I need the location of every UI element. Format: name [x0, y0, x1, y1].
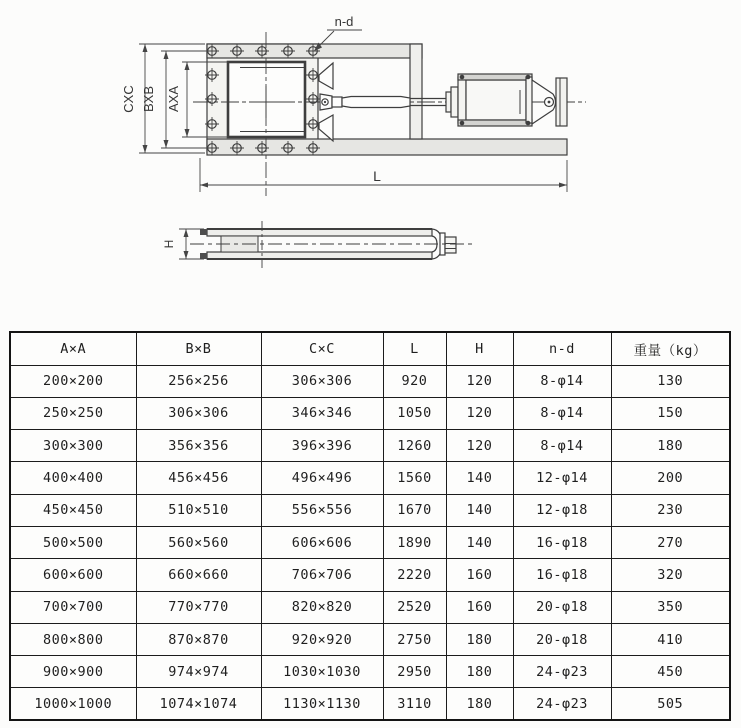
table-row — [10, 365, 730, 397]
length-label: L — [373, 168, 381, 184]
column-header: H — [446, 332, 513, 365]
table-cell: 700×700 — [10, 591, 136, 623]
table-cell: 505 — [611, 688, 730, 720]
table-cell: 450 — [611, 656, 730, 688]
table-cell: 1000×1000 — [10, 688, 136, 720]
table-cell: 346×346 — [261, 397, 383, 429]
table-row — [10, 526, 730, 558]
table-cell: 496×496 — [261, 462, 383, 494]
nd-label: n-d — [334, 14, 354, 29]
side-top-plate — [207, 229, 432, 236]
side-view — [179, 221, 474, 268]
height-label: H — [162, 239, 176, 249]
table-cell: 350 — [611, 591, 730, 623]
table-cell: 3110 — [383, 688, 446, 720]
table-cell: 920×920 — [261, 623, 383, 655]
table-cell: 974×974 — [136, 656, 261, 688]
table-cell: 140 — [446, 526, 513, 558]
column-header: n-d — [513, 332, 611, 365]
clevis-pin-center — [324, 101, 326, 103]
table-cell: 200 — [611, 462, 730, 494]
table-cell: 180 — [446, 623, 513, 655]
table-cell: 120 — [446, 430, 513, 462]
cylinder-right-cap — [526, 77, 532, 123]
table-cell: 1670 — [383, 494, 446, 526]
column-header: L — [383, 332, 446, 365]
table-row — [10, 494, 730, 526]
table-cell: 1130×1130 — [261, 688, 383, 720]
table-cell: 400×400 — [10, 462, 136, 494]
table-cell: 450×450 — [10, 494, 136, 526]
gate-guide-lower — [319, 115, 333, 141]
column-header: B×B — [136, 332, 261, 365]
cylinder-body — [466, 80, 526, 120]
table-cell: 160 — [446, 591, 513, 623]
table-cell: 12-φ18 — [513, 494, 611, 526]
plan-view — [193, 32, 586, 196]
table-row — [10, 559, 730, 591]
table-cell: 20-φ18 — [513, 623, 611, 655]
table-cell: 2750 — [383, 623, 446, 655]
table-cell: 1074×1074 — [136, 688, 261, 720]
piston-rod-body — [342, 97, 410, 108]
table-cell: 8-φ14 — [513, 365, 611, 397]
table-cell: 500×500 — [10, 526, 136, 558]
table-header-row — [10, 332, 730, 365]
side-bottom-plate — [207, 252, 432, 259]
table-row — [10, 591, 730, 623]
bxb-label: BXB — [141, 85, 156, 113]
table-row — [10, 656, 730, 688]
cxc-label: CXC — [121, 85, 136, 113]
table-cell: 200×200 — [10, 365, 136, 397]
frame-right-member — [410, 44, 422, 139]
table-cell: 1560 — [383, 462, 446, 494]
table-cell: 16-φ18 — [513, 526, 611, 558]
side-bolt-bottom — [200, 253, 207, 259]
column-header: A×A — [10, 332, 136, 365]
table-cell: 270 — [611, 526, 730, 558]
table-cell: 900×900 — [10, 656, 136, 688]
table-cell: 410 — [611, 623, 730, 655]
table-cell: 706×706 — [261, 559, 383, 591]
cylinder-bottom-tie-bar — [458, 120, 532, 126]
table-cell: 8-φ14 — [513, 430, 611, 462]
table-cell: 770×770 — [136, 591, 261, 623]
table-cell: 356×356 — [136, 430, 261, 462]
cylinder-left-cap — [458, 77, 466, 123]
table-row — [10, 462, 730, 494]
cylinder-actuator — [446, 74, 532, 126]
table-cell: 16-φ18 — [513, 559, 611, 591]
table-cell: 870×870 — [136, 623, 261, 655]
table-cell: 600×600 — [10, 559, 136, 591]
table-cell: 660×660 — [136, 559, 261, 591]
table-cell: 300×300 — [10, 430, 136, 462]
table-cell: 12-φ14 — [513, 462, 611, 494]
table-cell: 250×250 — [10, 397, 136, 429]
table-cell: 20-φ18 — [513, 591, 611, 623]
table-cell: 556×556 — [261, 494, 383, 526]
table-cell: 1030×1030 — [261, 656, 383, 688]
table-row — [10, 430, 730, 462]
table-cell: 180 — [446, 688, 513, 720]
table-cell: 120 — [446, 365, 513, 397]
side-end-nut — [445, 237, 456, 253]
table-row — [10, 688, 730, 720]
table-cell: 2950 — [383, 656, 446, 688]
table-cell: 1050 — [383, 397, 446, 429]
table-cell: 396×396 — [261, 430, 383, 462]
rod-gland-flange — [451, 87, 458, 117]
table-cell: 180 — [446, 656, 513, 688]
table-cell: 306×306 — [261, 365, 383, 397]
table-cell: 456×456 — [136, 462, 261, 494]
table-cell: 140 — [446, 462, 513, 494]
table-cell: 1890 — [383, 526, 446, 558]
cylinder-top-tie-bar — [458, 74, 532, 80]
axa-label: AXA — [166, 85, 181, 113]
table-cell: 160 — [446, 559, 513, 591]
table-cell: 130 — [611, 365, 730, 397]
table-cell: 320 — [611, 559, 730, 591]
table-cell: 120 — [446, 397, 513, 429]
rod-gland — [446, 92, 451, 112]
table-cell: 180 — [611, 430, 730, 462]
table-body — [10, 365, 730, 720]
column-header: C×C — [261, 332, 383, 365]
rod-coupling — [332, 97, 342, 107]
column-header: 重量（kg） — [611, 332, 730, 365]
table-cell: 24-φ23 — [513, 656, 611, 688]
technical-drawing — [0, 0, 741, 325]
table-cell: 256×256 — [136, 365, 261, 397]
side-bolt-top — [200, 229, 207, 235]
table-cell: 820×820 — [261, 591, 383, 623]
table-cell: 140 — [446, 494, 513, 526]
table-cell: 2520 — [383, 591, 446, 623]
table-row — [10, 623, 730, 655]
table-cell: 230 — [611, 494, 730, 526]
spec-table — [9, 331, 731, 721]
table-cell: 560×560 — [136, 526, 261, 558]
table-cell: 150 — [611, 397, 730, 429]
gate-guide-upper — [319, 63, 333, 89]
table-cell: 510×510 — [136, 494, 261, 526]
table-cell: 8-φ14 — [513, 397, 611, 429]
table-cell: 800×800 — [10, 623, 136, 655]
end-plate — [556, 78, 567, 126]
table-row — [10, 397, 730, 429]
table-cell: 306×306 — [136, 397, 261, 429]
table-cell: 1260 — [383, 430, 446, 462]
table-cell: 920 — [383, 365, 446, 397]
table-cell: 2220 — [383, 559, 446, 591]
table-cell: 24-φ23 — [513, 688, 611, 720]
table-cell: 606×606 — [261, 526, 383, 558]
gate-valve-drawing — [0, 0, 741, 325]
